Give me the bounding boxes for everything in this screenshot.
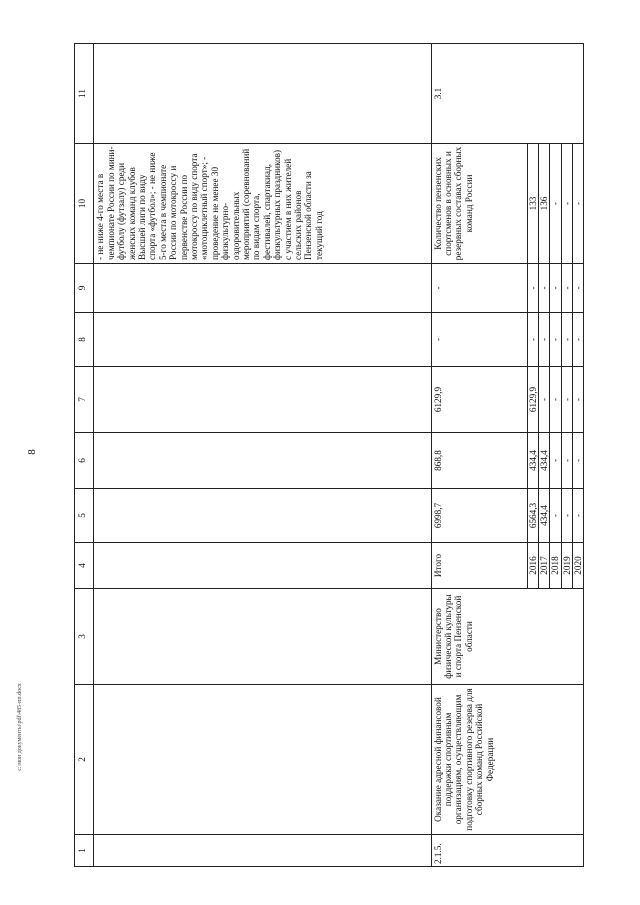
year-label: 2017	[539, 543, 550, 589]
year-col-10: -	[572, 144, 583, 264]
rotated-table-area	[74, 44, 584, 867]
year-col-6: -	[550, 433, 561, 489]
header-col-8: 8	[75, 313, 94, 367]
total-col-7: 6129,9	[431, 367, 528, 433]
continuation-row	[94, 44, 431, 867]
indicator-target-number: 3.1	[431, 44, 583, 144]
activity-total-row	[431, 44, 528, 867]
total-label: Итого	[431, 543, 528, 589]
header-col-4: 4	[75, 543, 94, 589]
year-label: 2018	[550, 543, 561, 589]
header-col-6: 6	[75, 433, 94, 489]
total-col-9: -	[431, 264, 528, 313]
year-label: 2019	[561, 543, 572, 589]
year-col-9: -	[550, 264, 561, 313]
year-col-9: -	[528, 264, 539, 313]
header-col-5: 5	[75, 489, 94, 543]
indicator-name: Количество пензенских спортсменов в основных и резервных составах сборных команд России	[431, 144, 528, 264]
year-col-5: -	[572, 489, 583, 543]
year-label: 2016	[528, 543, 539, 589]
year-col-10: 133	[528, 144, 539, 264]
year-col-6: -	[572, 433, 583, 489]
year-col-7: -	[550, 367, 561, 433]
year-col-8: -	[539, 313, 550, 367]
year-col-5: 6564,3	[528, 489, 539, 543]
activity-description: Оказание адресной финансовой поддержки спортивным организациям, осуществляющим подготовку спортивного резерва для сборных команд Российской Федерации	[431, 685, 583, 835]
total-col-5: 6998,7	[431, 489, 528, 543]
header-col-11: 11	[75, 44, 94, 144]
year-col-6: -	[561, 433, 572, 489]
year-col-5: 434,4	[539, 489, 550, 543]
header-number-row	[75, 44, 94, 867]
year-col-7: 6129,9	[528, 367, 539, 433]
year-col-9: -	[561, 264, 572, 313]
year-col-6: 434,4	[528, 433, 539, 489]
header-col-9: 9	[75, 264, 94, 313]
year-col-7: -	[539, 367, 550, 433]
total-col-8: -	[431, 313, 528, 367]
year-col-10: 136	[539, 144, 550, 264]
year-col-9: -	[572, 264, 583, 313]
year-label: 2020	[572, 543, 583, 589]
header-col-2: 2	[75, 685, 94, 835]
year-col-7: -	[572, 367, 583, 433]
footer-file-path: c:\мои документы\pdf\485-пп.docx	[17, 683, 23, 771]
header-col-1: 1	[75, 835, 94, 867]
year-col-8: -	[528, 313, 539, 367]
header-col-10: 10	[75, 144, 94, 264]
table-rotation-wrapper	[74, 44, 584, 867]
indicator-continuation-cell: - не ниже 4-го места в чемпионате России по мини-футболу (футзалу) среди женских команд клубов Высшей лиги по виду спорта «футбол»; - не ниже 5-го места в чемпионате России по мотокроссу и первенстве России по мотокроссу по виду спорта «мотоциклетный спорт»; - проведение не менее 30 физкультурно-оздоровительных мероприятий (соревнований по видам спорта, фестивалей, спартакиад, физкультурных праздников) с участием в них жителей сельских районов Пензенской области за текущий год	[94, 144, 431, 264]
page-number: 8	[26, 449, 38, 455]
year-col-10: -	[561, 144, 572, 264]
year-col-9: -	[539, 264, 550, 313]
year-col-8: -	[550, 313, 561, 367]
header-col-3: 3	[75, 589, 94, 685]
total-col-6: 868,8	[431, 433, 528, 489]
year-col-5: -	[550, 489, 561, 543]
year-col-5: -	[561, 489, 572, 543]
year-col-8: -	[572, 313, 583, 367]
year-col-10: -	[550, 144, 561, 264]
year-col-7: -	[561, 367, 572, 433]
executor-name: Министерство физической культуры и спорта Пензенской области	[431, 589, 583, 685]
year-col-6: 434,4	[539, 433, 550, 489]
year-col-8: -	[561, 313, 572, 367]
program-activities-table	[74, 43, 584, 867]
activity-code: 2.1.5.	[431, 835, 583, 867]
header-col-7: 7	[75, 367, 94, 433]
